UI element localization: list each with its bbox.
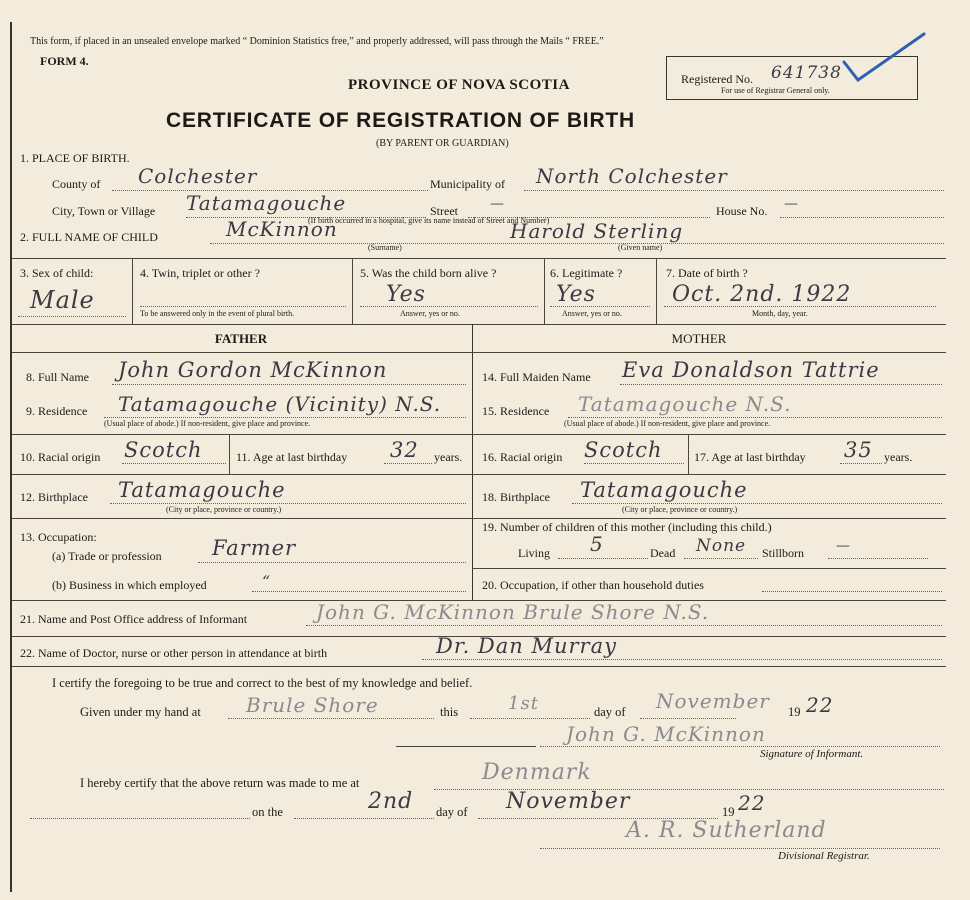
twin-line (140, 306, 346, 307)
mother-age-line (840, 463, 882, 464)
house-label: House No. (716, 204, 768, 218)
registrar-day-of-label: day of (436, 805, 468, 819)
living-value: 5 (590, 532, 604, 556)
county-label: County of (52, 177, 101, 191)
father-residence-label: 9. Residence (26, 404, 88, 418)
parents-heading-rule (12, 352, 946, 353)
mother-residence-caption: (Usual place of abode.) If non-resident, give place and province. (564, 419, 771, 428)
father-occupation-label: 13. Occupation: (20, 530, 97, 544)
certify-statement: I certify the foregoing to be true and correct to the best of my knowledge and belief. (52, 676, 473, 690)
county-value: Colchester (138, 164, 258, 188)
father-racial-label: 10. Racial origin (20, 450, 101, 464)
month-value: November (656, 689, 770, 713)
father-birthplace-line (110, 503, 466, 504)
father-racial-value: Scotch (124, 438, 203, 462)
alive-line (360, 306, 538, 307)
registrar-day-line (294, 818, 434, 819)
mother-birthplace-caption: (City or place, province or country.) (622, 505, 738, 514)
child-surname-value: McKinnon (226, 217, 338, 241)
doctor-line (422, 659, 942, 660)
twin-note: To be answered only in the event of plural birth. (140, 309, 295, 318)
mother-birthplace-line (572, 503, 942, 504)
father-birthplace-value: Tatamagouche (118, 478, 286, 502)
father-birthplace-caption: (City or place, province or country.) (166, 505, 282, 514)
twin-label: 4. Twin, triplet or other ? (140, 266, 260, 280)
alive-caption: Answer, yes or no. (400, 309, 460, 318)
given-place-line (228, 718, 434, 719)
trade-value: Farmer (212, 536, 297, 560)
municipality-label: Municipality of (430, 177, 505, 191)
registrar-signature: A. R. Sutherland (626, 818, 827, 843)
row3-divider-3 (544, 258, 545, 324)
doctor-label: 22. Name of Doctor, nurse or other person in attendance at birth (20, 646, 328, 660)
registrar-pre-line (30, 818, 250, 819)
mother-name-line (620, 384, 942, 385)
dob-label: 7. Date of birth ? (666, 266, 748, 280)
registrar-month-value: November (506, 789, 631, 814)
day-line (470, 718, 590, 719)
informant-signature-line (540, 746, 940, 747)
left-border (10, 22, 12, 892)
mother-occupation-line (762, 591, 942, 592)
alive-value: Yes (386, 282, 426, 307)
mother-rule-2 (472, 474, 946, 475)
mother-name-label: 14. Full Maiden Name (482, 370, 591, 384)
father-age-label: 11. Age at last birthday (236, 450, 348, 464)
place-of-birth-heading: 1. PLACE OF BIRTH. (20, 151, 130, 165)
father-racial-line (122, 463, 226, 464)
surname-caption: (Surname) (368, 243, 402, 252)
month-line (640, 718, 736, 719)
business-line (252, 591, 466, 592)
registered-label: Registered No. (681, 72, 753, 86)
father-rule-1 (12, 434, 472, 435)
business-value: “ (262, 572, 272, 591)
father-rule-2 (12, 474, 472, 475)
registrar-year-prefix: 19 (722, 805, 735, 819)
alive-label: 5. Was the child born alive ? (360, 266, 497, 280)
father-residence-line (104, 417, 466, 418)
house-value: — (784, 196, 799, 212)
legit-caption: Answer, yes or no. (562, 309, 622, 318)
mother-occupation-label: 20. Occupation, if other than household duties (482, 578, 704, 592)
registrar-on-label: on the (252, 805, 283, 819)
column-divider (472, 324, 473, 600)
father-age-line (384, 463, 432, 464)
city-label: City, Town or Village (52, 204, 156, 218)
registrar-place-value: Denmark (482, 760, 592, 785)
doctor-value: Dr. Dan Murray (436, 634, 617, 658)
mother-age-unit: years. (884, 450, 913, 464)
mother-age-label: 17. Age at last birthday (694, 450, 806, 464)
row3-divider-1 (132, 258, 133, 324)
sex-value: Male (30, 286, 95, 314)
mother-birthplace-label: 18. Birthplace (482, 490, 550, 504)
dob-caption: Month, day, year. (752, 309, 808, 318)
informant-line (306, 625, 942, 626)
year-prefix: 19 (788, 705, 801, 719)
day-value: 1st (508, 693, 539, 714)
father-birthplace-label: 12. Birthplace (20, 490, 88, 504)
living-label: Living (518, 546, 550, 560)
father-age-value: 32 (390, 438, 419, 462)
dead-line (684, 558, 758, 559)
given-label: Given under my hand at (80, 705, 201, 719)
dead-value: None (696, 536, 747, 556)
children-label: 19. Number of children of this mother (including this child.) (482, 520, 772, 534)
dead-label: Dead (650, 546, 676, 560)
street-label: Street (430, 204, 458, 218)
father-age-unit: years. (434, 450, 463, 464)
father-name-label: 8. Full Name (26, 370, 89, 384)
father-name-value: John Gordon McKinnon (118, 358, 388, 382)
mother-residence-label: 15. Residence (482, 404, 550, 418)
legit-value: Yes (556, 282, 596, 307)
trade-line (198, 562, 466, 563)
business-label: (b) Business in which employed (52, 578, 207, 592)
mother-birthplace-value: Tatamagouche (580, 478, 748, 502)
mother-racial-label: 16. Racial origin (482, 450, 563, 464)
stillborn-value: — (836, 538, 851, 554)
registered-number: 641738 (771, 63, 842, 83)
mother-rule-4 (472, 568, 946, 569)
mail-note: This form, if placed in an unsealed envelope marked “ Dominion Statistics free,” and properly addressed, will pass through the Mails “ FREE.” (30, 36, 604, 47)
mother-residence-value: Tatamagouche N.S. (578, 392, 792, 416)
day-of-label: day of (594, 705, 626, 719)
sex-line (18, 316, 126, 317)
stillborn-label: Stillborn (762, 546, 805, 560)
mother-racial-line (584, 463, 684, 464)
mother-age-value: 35 (844, 438, 873, 462)
signature-stub-line (396, 746, 536, 747)
form-number: FORM 4. (40, 54, 89, 68)
informant-value: John G. McKinnon Brule Shore N.S. (316, 600, 710, 624)
certificate-title: CERTIFICATE OF REGISTRATION OF BIRTH (166, 109, 635, 132)
informant-signature: John G. McKinnon (566, 722, 766, 746)
father-residence-caption: (Usual place of abode.) If non-resident, give place and province. (104, 419, 311, 428)
mother-rule-1 (472, 434, 946, 435)
hospital-note: (If birth occurred in a hospital, give its name instead of Street and Number) (308, 216, 550, 225)
registrar-signature-line (540, 848, 940, 849)
province-heading: PROVINCE OF NOVA SCOTIA (348, 77, 570, 93)
informant-signature-caption: Signature of Informant. (760, 748, 864, 760)
row3-bottom-rule (12, 324, 946, 325)
legit-line (550, 306, 650, 307)
mother-name-value: Eva Donaldson Tattrie (622, 358, 880, 382)
mother-residence-line (568, 417, 942, 418)
row3-top-rule (12, 258, 946, 259)
stillborn-line (828, 558, 928, 559)
registrar-statement: I hereby certify that the above return was made to me at (80, 776, 360, 790)
certificate-subtitle: (BY PARENT OR GUARDIAN) (376, 138, 509, 149)
registrar-year-value: 22 (738, 791, 766, 815)
municipality-line (524, 190, 944, 191)
dob-line (664, 306, 936, 307)
given-caption: (Given name) (618, 243, 663, 252)
father-rule-3 (12, 518, 472, 519)
father-residence-value: Tatamagouche (Vicinity) N.S. (118, 392, 442, 416)
trade-label: (a) Trade or profession (52, 549, 162, 563)
informant-label: 21. Name and Post Office address of Informant (20, 612, 248, 626)
mother-racial-value: Scotch (584, 438, 663, 462)
legit-label: 6. Legitimate ? (550, 266, 623, 280)
living-line (558, 558, 648, 559)
year-value: 22 (806, 693, 834, 717)
house-line (780, 217, 944, 218)
mother-racial-divider (688, 434, 689, 474)
mother-rule-3 (472, 518, 946, 519)
this-label: this (440, 705, 459, 719)
registrar-caption: Divisional Registrar. (778, 850, 870, 862)
father-name-line (112, 384, 466, 385)
check-mark-icon (836, 26, 932, 86)
given-place-value: Brule Shore (246, 693, 379, 717)
child-name-line (210, 243, 944, 244)
dob-value: Oct. 2nd. 1922 (672, 282, 852, 307)
mother-heading: MOTHER (671, 331, 727, 346)
sex-label: 3. Sex of child: (20, 266, 94, 280)
father-racial-divider (229, 434, 230, 474)
row3-divider-2 (352, 258, 353, 324)
city-value: Tatamagouche (186, 191, 347, 215)
father-heading: FATHER (214, 331, 268, 346)
municipality-value: North Colchester (536, 164, 728, 188)
street-value: — (490, 196, 505, 212)
row3-divider-4 (656, 258, 657, 324)
child-name-label: 2. FULL NAME OF CHILD (20, 230, 158, 244)
child-given-value: Harold Sterling (510, 219, 684, 243)
registrar-use-note: For use of Registrar General only. (721, 86, 830, 95)
registrar-day-value: 2nd (368, 789, 414, 814)
section-22-bottom-rule (12, 666, 946, 667)
